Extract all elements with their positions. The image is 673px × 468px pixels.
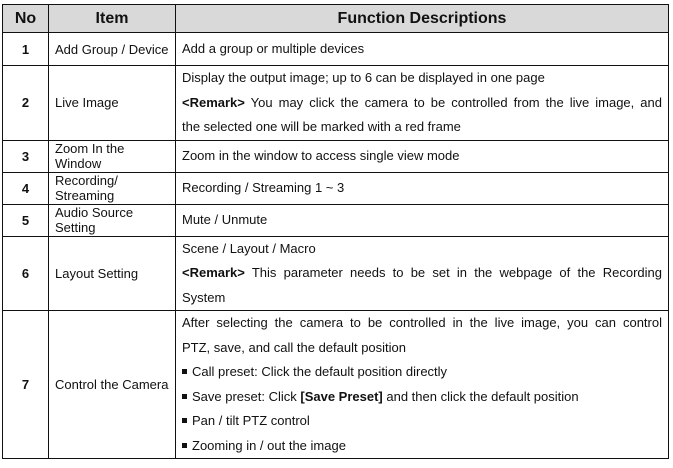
description-line: Mute / Unmute [182,211,268,227]
header-description: Function Descriptions [176,5,669,33]
table-row [3,204,669,236]
row-description [176,172,669,204]
remark-label: <Remark> [182,94,245,110]
remark-line [182,261,662,286]
square-bullet-icon [182,369,187,374]
row-number: 2 [3,66,49,141]
square-bullet-icon [182,418,187,423]
description-line: Display the output image; up to 6 can be displayed in one page [182,70,545,85]
row-item: Live Image [49,66,176,141]
square-bullet-icon [182,394,187,399]
row-description [176,33,669,66]
table-row [3,236,669,311]
row-description [176,311,669,459]
bullet-item: Call preset: Click the default position directly [182,360,662,385]
table-header-row [3,5,669,33]
table-row [3,33,669,66]
table-row [3,172,669,204]
row-number: 4 [3,172,49,204]
description-line: Scene / Layout / Macro [182,240,316,256]
row-item: Add Group / Device [49,33,176,66]
header-item: Item [49,5,176,33]
description-line: the selected one will be marked with a red frame [182,119,461,134]
function-descriptions-table [2,4,669,459]
remark-text: You may click the camera to be controlled from the live image, and [250,94,662,110]
description-line: Zoom in the window to access single view mode [182,147,460,163]
row-number: 6 [3,236,49,311]
bullet-item: Save preset: Click [Save Preset] and then click the default position [182,385,662,410]
description-line: System [182,289,226,305]
header-no: No [3,5,49,33]
remark-label: <Remark> [182,265,245,280]
description-line: Recording / Streaming 1 ~ 3 [182,179,345,195]
table-row [3,66,669,141]
row-number: 5 [3,204,49,236]
row-item: Audio Source Setting [49,204,176,236]
row-number: 1 [3,33,49,66]
row-description [176,236,669,311]
remark-line [182,91,662,116]
row-description [176,204,669,236]
description-line: Add a group or multiple devices [182,40,365,56]
row-item: Control the Camera [49,311,176,459]
row-item: Layout Setting [49,236,176,311]
remark-text: This parameter needs to be set in the webpage of the Recording [251,265,662,280]
square-bullet-icon [182,443,187,448]
row-number: 7 [3,311,49,459]
table-row [3,311,669,459]
table-row [3,140,669,172]
bullet-item: Pan / tilt PTZ control [182,409,662,434]
row-description [176,140,669,172]
row-number: 3 [3,140,49,172]
row-description [176,66,669,141]
description-line: After selecting the camera to be controlled in the live image, you can control [182,315,662,330]
save-preset-label: [Save Preset] [300,388,383,404]
bullet-item: Zooming in / out the image [182,434,662,459]
row-item: Recording/ Streaming [49,172,176,204]
description-line: PTZ, save, and call the default position [182,339,407,355]
row-item: Zoom In the Window [49,140,176,172]
